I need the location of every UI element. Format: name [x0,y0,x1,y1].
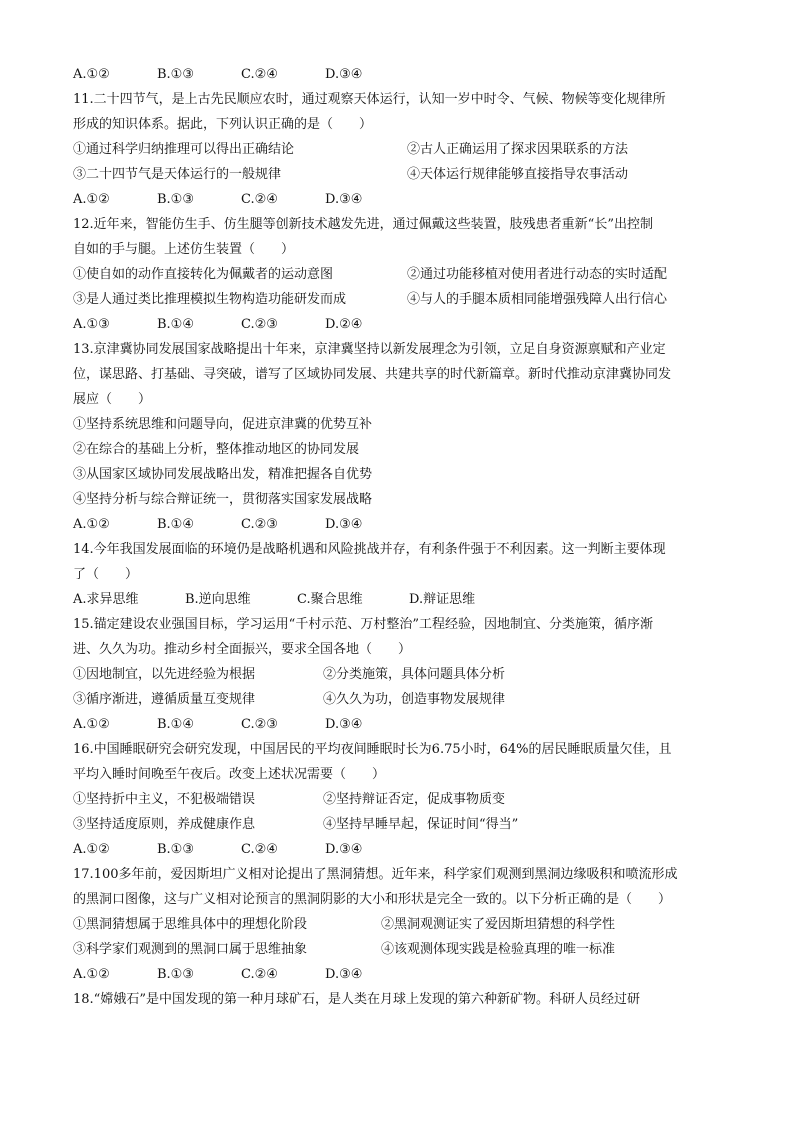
option-c: C.聚合思维 [297,592,363,607]
option-b: B.①③ [157,67,194,82]
statement-3: ③从国家区域协同发展战略出发，精准把握各自优势 [73,467,373,482]
statement-2: ②分类施策，具体问题具体分析 [323,667,506,682]
question-stem: 13.京津冀协同发展国家战略提出十年来，京津冀坚持以新发展理念为引领，立足自身资源禀赋和产业定 [73,342,666,357]
question-stem: 12.近年来，智能仿生手、仿生腿等创新技术越发先进，通过佩戴这些装置，肢残患者重新“长”出控制 [73,217,653,232]
answer-options [73,587,713,612]
choice-row [73,662,713,687]
statement-2: ②通过功能移植对使用者进行动态的实时适配 [407,267,668,282]
statement-1: ①通过科学归纳推理可以得出正确结论 [73,142,295,157]
question-stem: 15.锚定建设农业强国目标，学习运用“千村示范、万村整治”工程经验，因地制宜、分类施策，循序渐 [73,617,653,632]
question-stem: 17.100多年前，爱因斯坦广义相对论提出了黑洞猜想。近年来，科学家们观测到黑洞边缘吸积和喷流形成 [73,867,678,882]
answer-options [73,312,713,337]
question-stem: 平均入睡时间晚至午夜后。改变上述状况需要（ ） [73,767,386,782]
statement-4: ④天体运行规律能够直接指导农事活动 [407,167,629,182]
statement-3: ③是人通过类比推理模拟生物构造功能研发而成 [73,292,347,307]
option-d: D.③④ [325,967,363,982]
answer-options [73,187,713,212]
statement-3: ③循序渐进，遵循质量互变规律 [73,692,256,707]
option-d: D.③④ [325,842,363,857]
option-a: A.①③ [73,317,110,332]
question-13 [73,337,713,537]
choice-row [73,137,713,162]
question-stem: 18.“嫦娥石”是中国发现的第一种月球矿石，是人类在月球上发现的第六种新矿物。科研人员经过研 [73,992,640,1007]
question-stem: 了（ ） [73,567,139,582]
option-c: C.②③ [241,517,278,532]
choice-row [73,937,713,962]
option-c: C.②③ [241,317,278,332]
option-d: D.辩证思维 [409,592,476,607]
question-stem: 14.今年我国发展面临的环境仍是战略机遇和风险挑战并存，有利条件强于不利因素。这一判断主要体现 [73,542,666,557]
option-c: C.②④ [241,192,278,207]
question-stem: 形成的知识体系。据此，下列认识正确的是（ ） [73,117,373,132]
statement-2: ②黑洞观测证实了爱因斯坦猜想的科学性 [381,917,616,932]
statement-3: ③科学家们观测到的黑洞口属于思维抽象 [73,942,308,957]
choice-row [73,912,713,937]
option-a: A.①② [73,517,110,532]
option-b: B.①④ [157,517,194,532]
statement-1: ①使自如的动作直接转化为佩戴者的运动意图 [73,267,334,282]
statement-1: ①坚持折中主义，不犯极端错误 [73,792,256,807]
option-a: A.①② [73,717,110,732]
question-14 [73,537,713,612]
option-b: B.①③ [157,842,194,857]
statement-2: ②古人正确运用了探求因果联系的方法 [407,142,629,157]
statement-3: ③二十四节气是天体运行的一般规律 [73,167,282,182]
statement-3: ③坚持适度原则，养成健康作息 [73,817,256,832]
statement-2: ②坚持辩证否定，促成事物质变 [323,792,506,807]
option-a: A.①② [73,842,110,857]
option-d: D.③④ [325,67,363,82]
question-stem: 11.二十四节气，是上古先民顺应农时，通过观察天体运行，认知一岁中时令、气候、物候等变化规律所 [73,92,666,107]
statement-4: ④该观测体现实践是检验真理的唯一标准 [381,942,616,957]
statement-2: ②在综合的基础上分析，整体推动地区的协同发展 [73,442,360,457]
option-c: C.②③ [241,717,278,732]
option-d: D.②④ [325,317,363,332]
option-c: C.②④ [241,842,278,857]
option-a: A.求异思维 [73,592,139,607]
question-12 [73,212,713,337]
option-c: C.②④ [241,967,278,982]
choice-row [73,287,713,312]
top-options [73,62,713,87]
statement-1: ①因地制宜，以先进经验为根据 [73,667,256,682]
answer-options [73,837,713,862]
question-stem: 自如的手与腿。上述仿生装置（ ） [73,242,295,257]
option-b: B.①③ [157,192,194,207]
option-c: C.②④ [241,67,278,82]
answer-options [73,512,713,537]
question-18 [73,987,713,1012]
option-d: D.③④ [325,192,363,207]
option-d: D.③④ [325,717,363,732]
option-b: B.①③ [157,967,194,982]
choice-row [73,812,713,837]
question-stem: 展应（ ） [73,392,152,407]
question-17 [73,862,713,987]
question-16 [73,737,713,862]
question-15 [73,612,713,737]
option-a: A.①② [73,967,110,982]
exam-page [73,62,713,1012]
statement-1: ①黑洞猜想属于思维具体中的理想化阶段 [73,917,308,932]
option-b: B.逆向思维 [185,592,251,607]
choice-row [73,787,713,812]
choice-row [73,162,713,187]
answer-options [73,712,713,737]
choice-row [73,687,713,712]
answer-options [73,962,713,987]
question-11 [73,87,713,212]
statement-1: ①坚持系统思维和问题导向，促进京津冀的优势互补 [73,417,373,432]
statement-4: ④久久为功，创造事物发展规律 [323,692,506,707]
statement-4: ④坚持分析与综合辩证统一，贯彻落实国家发展战略 [73,492,373,507]
choice-row [73,262,713,287]
question-stem: 16.中国睡眠研究会研究发现，中国居民的平均夜间睡眠时长为6.75小时，64%的居民睡眠质量欠佳，且 [73,742,672,757]
option-a: A.①② [73,192,110,207]
option-a: A.①② [73,67,110,82]
statement-4: ④与人的手腿本质相同能增强残障人出行信心 [407,292,668,307]
option-d: D.③④ [325,517,363,532]
question-stem: 的黑洞口图像，这与广义相对论预言的黑洞阴影的大小和形状是完全一致的。以下分析正确的是（ ） [73,892,672,907]
option-b: B.①④ [157,717,194,732]
question-stem: 位，谋思路、打基础、寻突破，谱写了区域协同发展、共建共享的时代新篇章。新时代推动京津冀协同发 [73,367,672,382]
option-b: B.①④ [157,317,194,332]
statement-4: ④坚持早睡早起，保证时间“得当” [323,817,519,832]
question-stem: 进、久久为功。推动乡村全面振兴，要求全国各地（ ） [73,642,412,657]
